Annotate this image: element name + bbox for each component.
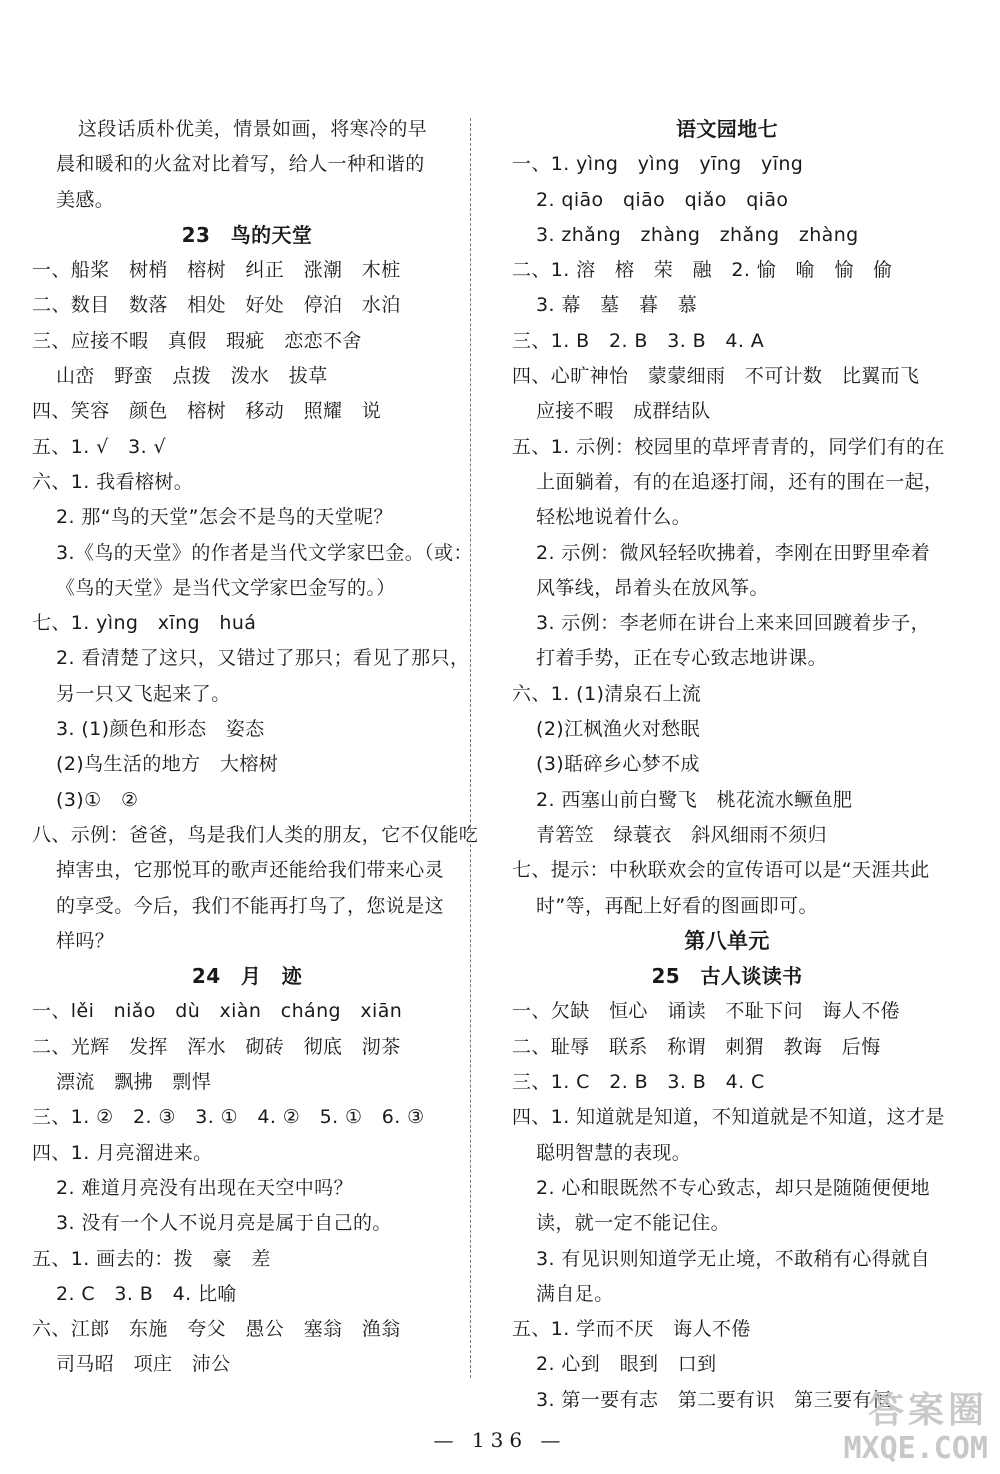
answer-line: 3.《鸟的天堂》的作者是当代文学家巴金。（或： — [56, 541, 473, 564]
answer-line: 五、1. 学而不厌 诲人不倦 — [512, 1318, 751, 1341]
answer-line: 二、光辉 发挥 浑水 砌砖 彻底 沏茶 — [32, 1035, 401, 1058]
answer-line: 3. 没有一个人不说月亮是属于自己的。 — [56, 1212, 392, 1235]
answer-line: 读，就一定不能记住。 — [536, 1212, 731, 1235]
answer-line: 掉害虫，它那悦耳的歌声还能给我们带来心灵 — [56, 859, 445, 882]
answer-line: 青箬笠 绿蓑衣 斜风细雨不须归 — [536, 823, 828, 846]
answer-line: 时”等，再配上好看的图画即可。 — [536, 894, 818, 917]
section-heading: 语文园地七 — [676, 117, 778, 141]
answer-line: 二、耻辱 联系 称谓 刺猬 教诲 后悔 — [512, 1035, 881, 1058]
answer-line: 六、1. 我看榕树。 — [32, 470, 194, 493]
answer-line: 六、1. (1)清泉石上流 — [512, 682, 702, 705]
answer-line: 漂流 飘拂 剽悍 — [56, 1071, 212, 1094]
answer-line: 另一只又飞起来了。 — [56, 682, 231, 705]
answer-line: 三、1. C 2. B 3. B 4. C — [512, 1071, 765, 1094]
answer-line: (2)江枫渔火对愁眠 — [536, 718, 700, 741]
answer-line: 四、1. 月亮溜进来。 — [32, 1141, 213, 1164]
answer-line: 五、1. 画去的：拨 豪 差 — [32, 1247, 271, 1270]
answer-line: 一、船桨 树梢 榕树 纠正 涨潮 木桩 — [32, 259, 401, 282]
answer-line: 二、1. 溶 榕 荣 融 2. 愉 喻 愉 偷 — [512, 259, 893, 282]
answer-line: 一、欠缺 恒心 诵读 不耻下问 诲人不倦 — [512, 1000, 901, 1023]
answer-line: 四、心旷神怡 蒙蒙细雨 不可计数 比翼而飞 — [512, 365, 920, 388]
right-column — [512, 112, 945, 1418]
watermark-logo-text: 答案圈 — [867, 1390, 988, 1431]
answer-line: 3. 示例：李老师在讲台上来来回回踱着步子， — [536, 612, 930, 635]
answer-line: 轻松地说着什么。 — [536, 506, 692, 529]
answer-line: 七、提示：中秋联欢会的宣传语可以是“天涯共此 — [512, 859, 930, 882]
answer-line: 美感。 — [56, 188, 115, 211]
answer-line: 3. zhǎng zhàng zhǎng zhàng — [536, 223, 859, 246]
answer-line: 六、江郎 东施 夸父 愚公 塞翁 渔翁 — [32, 1318, 401, 1341]
answer-line: 四、1. 知道就是知道，不知道就是不知道，这才是 — [512, 1106, 945, 1129]
page-number: — 136 — — [433, 1428, 567, 1452]
answer-line: 一、lěi niǎo dù xiàn cháng xiān — [32, 1000, 403, 1023]
answer-line: 3. 有见识则知道学无止境，不敢稍有心得就自 — [536, 1247, 930, 1270]
answer-line: 这段话质朴优美，情景如画，将寒冷的早 — [78, 118, 428, 140]
section-heading: 25 古人谈读书 — [651, 964, 803, 989]
answer-line: 聪明智慧的表现。 — [536, 1141, 692, 1164]
answer-line: 2. C 3. B 4. 比喻 — [56, 1282, 237, 1305]
answer-line: (3)① ② — [56, 788, 139, 811]
answer-line: 应接不暇 成群结队 — [536, 400, 711, 423]
answer-line: 八、示例：爸爸，鸟是我们人类的朋友，它不仅能吃 — [32, 823, 479, 846]
answer-line: 司马昭 项庄 沛公 — [56, 1353, 231, 1376]
answer-line: 五、1. √ 3. √ — [32, 435, 166, 458]
answer-line: 上面躺着，有的在追逐打闹，还有的围在一起， — [536, 470, 944, 493]
answer-line: (2)鸟生活的地方 大榕树 — [56, 753, 279, 776]
answer-line: 三、应接不暇 真假 瑕疵 恋恋不舍 — [32, 329, 362, 352]
answer-line: 2. 心到 眼到 口到 — [536, 1353, 717, 1376]
watermark — [844, 1390, 989, 1466]
answer-line: 样吗？ — [56, 929, 115, 952]
answer-line: 2. 心和眼既然不专心致志，却只是随随便便地 — [536, 1176, 930, 1199]
answer-line: 风筝线，昂着头在放风筝。 — [536, 576, 769, 599]
column-divider — [470, 118, 471, 1378]
answer-line: 三、1. ② 2. ③ 3. ① 4. ② 5. ① 6. ③ — [32, 1106, 425, 1129]
answer-line: 《鸟的天堂》是当代文学家巴金写的。） — [56, 576, 396, 599]
answer-line: 二、数目 数落 相处 好处 停泊 水泊 — [32, 294, 401, 317]
answer-line: 山峦 野蛮 点拨 泼水 拔草 — [56, 365, 328, 388]
answer-line: 2. 难道月亮没有出现在天空中吗？ — [56, 1176, 353, 1199]
answer-line: 2. 示例：微风轻轻吹拂着，李刚在田野里牵着 — [536, 541, 930, 564]
answer-line: 一、1. yìng yìng yīng yīng — [512, 153, 804, 176]
answer-line: 2. 那“鸟的天堂”怎会不是鸟的天堂呢？ — [56, 506, 393, 529]
answer-line: 的享受。今后，我们不能再打鸟了，您说是这 — [56, 894, 445, 917]
answer-line: 三、1. B 2. B 3. B 4. A — [512, 329, 765, 352]
section-heading: 24 月 迹 — [191, 964, 303, 989]
answer-line: 打着手势，正在专心致志地讲课。 — [536, 647, 828, 670]
answer-line: 七、1. yìng xīng huá — [32, 612, 257, 635]
answer-line: 3. 第一要有志 第二要有识 第三要有恒 — [536, 1388, 892, 1411]
answer-line: 3. 幕 墓 暮 慕 — [536, 294, 698, 317]
answer-line: 2. 看清楚了这只，又错过了那只；看见了那只， — [56, 647, 470, 670]
section-heading: 第八单元 — [684, 928, 770, 953]
answer-line: 2. 西塞山前白鹭飞 桃花流水鳜鱼肥 — [536, 788, 853, 811]
answer-line: 3. (1)颜色和形态 姿态 — [56, 718, 265, 741]
left-column — [32, 112, 479, 1383]
answer-line: 2. qiāo qiāo qiǎo qiāo — [536, 188, 789, 211]
answer-line: (3)聒碎乡心梦不成 — [536, 753, 700, 776]
answer-line: 晨和暖和的火盆对比着写，给人一种和谐的 — [56, 153, 425, 176]
section-heading: 23 鸟的天堂 — [181, 222, 313, 247]
watermark-url: MXQE.COM — [843, 1431, 988, 1466]
answer-line: 四、笑容 颜色 榕树 移动 照耀 说 — [32, 400, 382, 423]
answer-line: 满自足。 — [536, 1282, 614, 1305]
answer-line: 五、1. 示例：校园里的草坪青青的，同学们有的在 — [512, 435, 945, 458]
